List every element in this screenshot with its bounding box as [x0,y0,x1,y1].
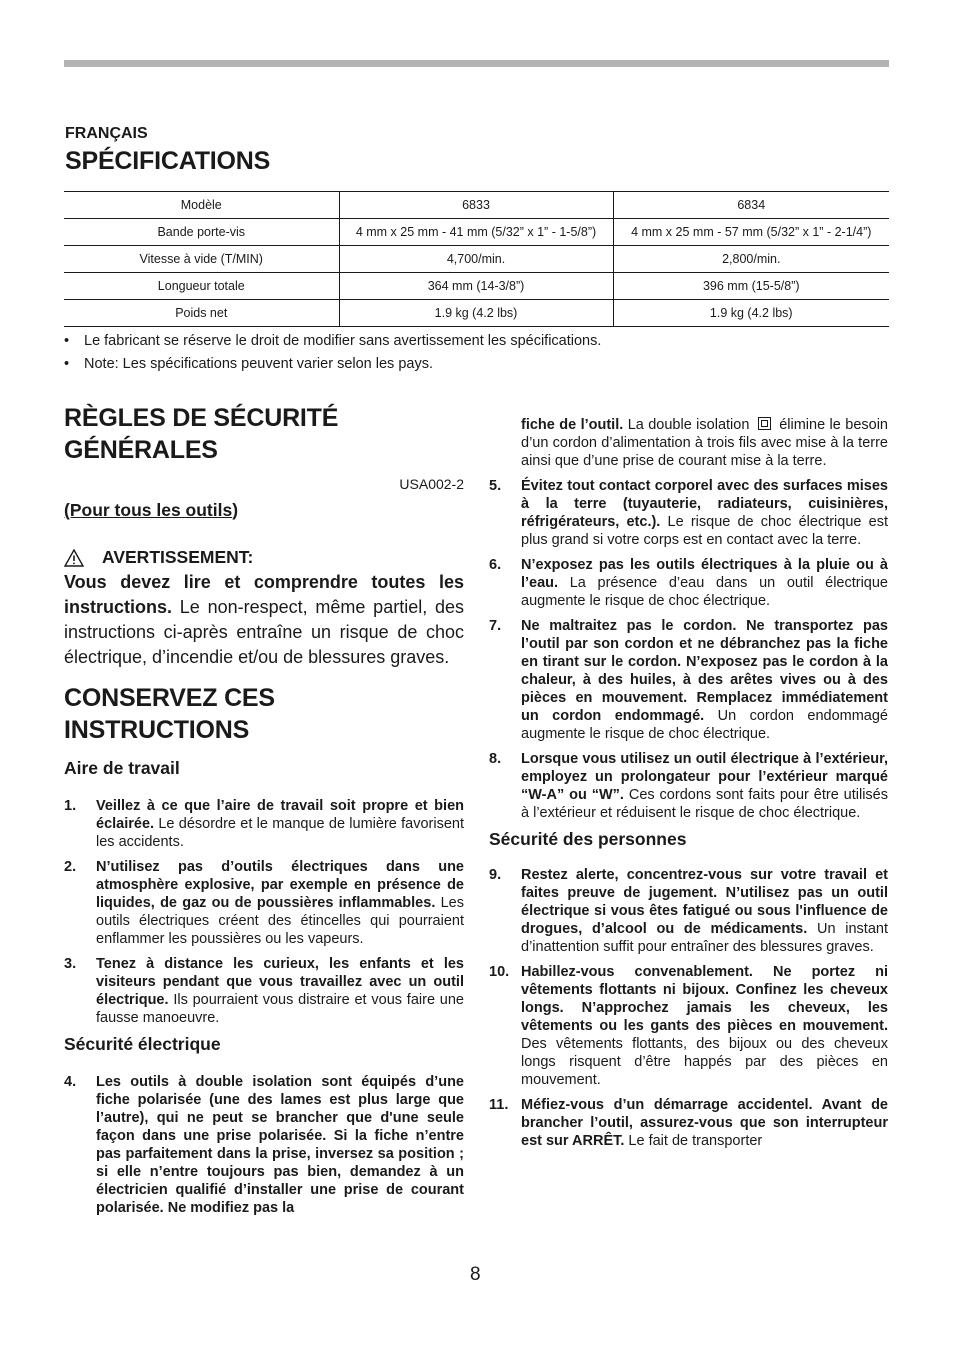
list-item [489,477,888,549]
item-text: Un cordon endommagé augmente le risque de choc électrique. [521,708,888,742]
document-code: USA002-2 [399,476,464,492]
table-cell: Vitesse à vide (T/MIN) [64,246,339,273]
table-cell: 4 mm x 25 mm - 57 mm (5/32” x 1” - 2-1/4”) [613,219,889,246]
subtitle-text: (Pour tous les outils [64,500,233,520]
table-cell: Poids net [64,300,339,327]
item-number: 6. [489,557,502,573]
item-text: Des vêtements flottants, des bijoux ou des cheveux longs risquent d’être happés par des pièces en mouvement. [521,1036,888,1088]
warning-heading [64,547,464,568]
table-cell: 6833 [339,192,613,219]
right-column [489,416,888,1157]
header-rule [64,60,889,67]
table-cell: 6834 [613,192,889,219]
item-number: 5. [489,478,502,494]
keep-line1: CONSERVEZ CES [64,684,275,712]
item-bold: Méfiez-vous d’un démarrage accidentel. Avant de brancher l’outil, assurez-vous que son interrupteur est sur ARRÊT. [521,1097,888,1149]
item-bold: Habillez-vous convenablement. Ne portez ni vêtements flottants ni bijoux. Confinez les cheveux longs. N’approchez jamais les cheveux, les vêtements ou les gants des pièces en mouvement. [521,964,888,1034]
list-item [489,963,888,1089]
warning-text: Le non-respect, même partiel, des instructions ci-après entraîne un risque de choc électrique, d’incendie et/ou de blessures graves. [64,597,464,667]
item-number: 7. [489,618,502,634]
item-bold: Tenez à distance les curieux, les enfants et les visiteurs pendant que vous travaillez avec un outil électrique. [96,956,464,1008]
table-row [64,273,889,300]
item-bold: Veillez à ce que l’aire de travail soit propre et bien éclairée. [96,798,464,832]
item-bold: fiche de l’outil. [521,417,624,433]
item-text: La présence d’eau dans un outil électrique augmente le risque de choc électrique. [521,575,888,609]
electrical-safety-heading: Sécurité électrique [64,1034,221,1054]
note-item: • Note: Les spécifications peuvent varier selon les pays. [64,355,601,378]
item-text: Le désordre et le manque de lumière favorisent les accidents. [96,816,464,850]
table-row [64,192,889,219]
work-area-heading: Aire de travail [64,758,180,778]
list-item [489,1096,888,1150]
safety-title-line2: GÉNÉRALES [64,436,218,464]
table-cell: Modèle [64,192,339,219]
item-text: Le fait de transporter [624,1133,763,1149]
safety-title-line1: RÈGLES DE SÉCURITÉ [64,404,339,432]
item-number: 4. [64,1074,77,1090]
item-text: La double isolation [623,417,754,433]
item-bold: Évitez tout contact corporel avec des surfaces mises à la terre (tuyauterie, radiateurs, cuisinières, réfrigérateurs, etc.). [521,478,888,530]
table-cell: 1.9 kg (4.2 lbs) [339,300,613,327]
table-cell: 364 mm (14-3/8”) [339,273,613,300]
specification-notes [64,332,601,378]
specifications-table [64,191,889,327]
language-label: FRANÇAIS [65,125,148,142]
item-bold: Restez alerte, concentrez-vous sur votre travail et faites preuve de jugement. N’utilisez pas un outil électrique si vous êtes fatigué ou sous l'influence de drogues, d’alcool ou de médicaments. [521,867,888,937]
item-number: 2. [64,859,77,875]
double-insulation-icon [758,417,771,430]
personal-list [489,866,888,1150]
list-item [64,955,464,1027]
table-cell: Longueur totale [64,273,339,300]
item-bold: Ne maltraitez pas le cordon. Ne transportez pas l’outil par son cordon et ne débranchez pas la fiche en tirant sur le cordon. N’exposez pas le cordon à la chaleur, à des huiles, à des arêtes vives ou à des pièces en mouvement. Remplacez immédiatement un cordon endommagé. [521,618,888,724]
item-text: élimine le besoin d’un cordon d’alimentation à trois fils avec mise à la terre ainsi que d’une prise de courant mise à la terre. [521,417,888,469]
list-item [64,1073,464,1217]
item-number: 8. [489,751,502,767]
item-bold: N’exposez pas les outils électriques à la pluie ou à l’eau. [521,557,888,591]
electrical-list [489,477,888,822]
warning-triangle-icon [64,549,84,567]
electrical-list-start [64,1073,464,1217]
list-item [64,797,464,851]
left-column [64,402,464,1224]
page-number: 8 [470,1264,481,1285]
subtitle-paren: ) [232,500,239,520]
keep-instructions-title [64,682,464,746]
specifications-title: SPÉCIFICATIONS [65,147,271,175]
table-cell: 1.9 kg (4.2 lbs) [613,300,889,327]
warning-bold: Vous devez lire et comprendre toutes les instructions. [64,572,464,617]
item-number: 1. [64,798,77,814]
item-number: 10. [489,964,510,980]
personal-safety-heading: Sécurité des personnes [489,829,687,849]
item-bold: N’utilisez pas d’outils électriques dans une atmosphère explosive, par exemple en présence de liquides, de gaz ou de poussières inflammables. [96,859,464,911]
item-text: Le risque de choc électrique est plus grand si votre corps est en contact avec la terre. [521,514,888,548]
warning-body [64,570,464,670]
list-item [489,617,888,743]
item-text: Ces cordons sont faits pour être utilisés à l’extérieur et réduisent le risque de choc électrique. [521,787,889,821]
item-bold: Lorsque vous utilisez un outil électrique à l’extérieur, employez un prolongateur pour l’extérieur marqué “W-A” ou “W”. [521,751,888,803]
keep-line2: INSTRUCTIONS [64,716,250,744]
table-cell: 4 mm x 25 mm - 41 mm (5/32” x 1” - 1-5/8”) [339,219,613,246]
item-text: Les outils électriques créent des étincelles qui pourraient enflammer les poussières ou les vapeurs. [96,895,464,947]
note-item: • Le fabricant se réserve le droit de modifier sans avertissement les spécifications. [64,332,601,355]
table-cell: 396 mm (15-5/8”) [613,273,889,300]
item-text: Ils pourraient vous distraire et vous faire une fausse manoeuvre. [96,992,464,1026]
table-cell: 4,700/min. [339,246,613,273]
table-row [64,300,889,327]
warning-label: AVERTISSEMENT: [102,547,254,567]
all-tools-subtitle [64,500,464,521]
list-item [489,556,888,610]
item-text: Un instant d’inattention suffit pour entraîner des blessures graves. [521,921,888,955]
list-item [489,750,888,822]
table-cell: 2,800/min. [613,246,889,273]
item-number: 11. [489,1097,509,1113]
item-continuation [489,416,888,470]
table-row [64,219,889,246]
safety-rules-title [64,402,464,466]
table-cell: Bande porte-vis [64,219,339,246]
table-row [64,246,889,273]
list-item [489,866,888,956]
item-number: 3. [64,956,77,972]
item-bold: Les outils à double isolation sont équipés d’une fiche polarisée (une des lames est plus large que l’autre), qui ne peut se brancher que d'une seule façon dans une prise polarisée. Si la fiche n’entre pas parfaitement dans la prise, inversez sa position ; si elle n’entre toujours pas bien, demandez à un électricien qualifié d’installer une prise de courant polarisée. Ne modifiez pas la [96,1074,464,1216]
work-area-list [64,797,464,1027]
item-number: 9. [489,867,502,883]
list-item [64,858,464,948]
